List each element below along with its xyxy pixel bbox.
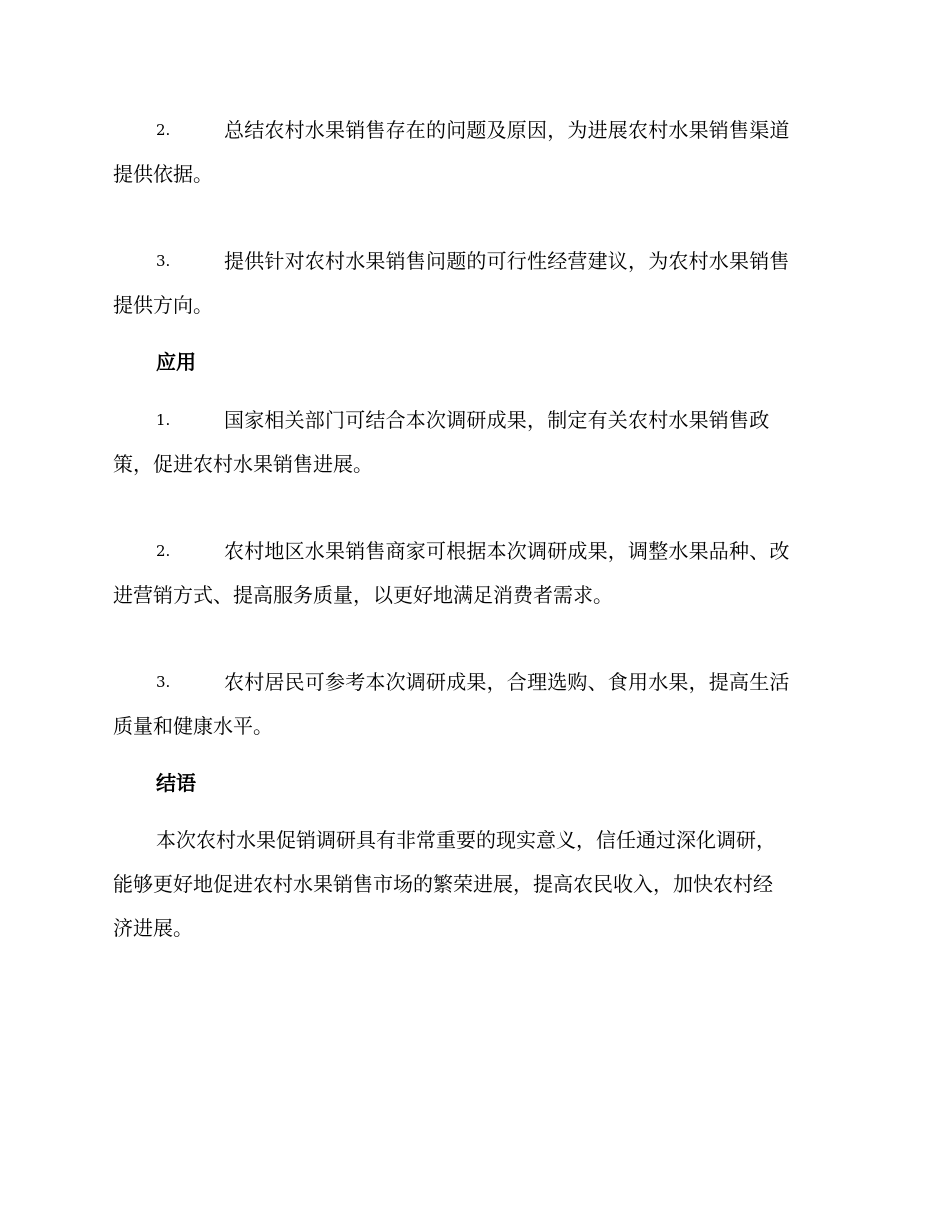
list-item bbox=[113, 398, 835, 486]
list-text-line: 策，促进农村水果销售进展。 bbox=[113, 452, 373, 476]
list-text-line: 农村地区水果销售商家可根据本次调研成果，调整水果品种、改 bbox=[224, 539, 790, 563]
list-number: 1. bbox=[156, 411, 171, 429]
list-text-line: 进营销方式、提高服务质量，以更好地满足消费者需求。 bbox=[113, 583, 613, 607]
list-text-line: 提供方向。 bbox=[113, 293, 213, 317]
list-number: 2. bbox=[156, 121, 171, 139]
section-heading-conclusion: 结语 bbox=[156, 771, 196, 795]
paragraph-line: 本次农村水果促销调研具有非常重要的现实意义，信任通过深化调研， bbox=[156, 828, 776, 852]
list-number: 3. bbox=[156, 252, 171, 270]
list-number: 2. bbox=[156, 542, 171, 560]
list-text-line: 质量和健康水平。 bbox=[113, 714, 273, 738]
list-item bbox=[113, 239, 835, 327]
conclusion-paragraph bbox=[113, 818, 835, 950]
list-text-line: 提供依据。 bbox=[113, 162, 213, 186]
list-item bbox=[113, 660, 835, 748]
list-text-line: 国家相关部门可结合本次调研成果，制定有关农村水果销售政 bbox=[224, 408, 770, 432]
list-text-line: 提供针对农村水果销售问题的可行性经营建议，为农村水果销售 bbox=[224, 249, 790, 273]
list-item bbox=[113, 108, 835, 196]
list-text-line: 总结农村水果销售存在的问题及原因，为进展农村水果销售渠道 bbox=[224, 118, 790, 142]
paragraph-line: 能够更好地促进农村水果销售市场的繁荣进展，提高农民收入，加快农村经 bbox=[113, 872, 773, 896]
paragraph-line: 济进展。 bbox=[113, 916, 193, 940]
list-number: 3. bbox=[156, 673, 171, 691]
section-heading-application: 应用 bbox=[156, 350, 196, 374]
list-text-line: 农村居民可参考本次调研成果，合理选购、食用水果，提高生活 bbox=[224, 670, 790, 694]
list-item bbox=[113, 529, 835, 617]
